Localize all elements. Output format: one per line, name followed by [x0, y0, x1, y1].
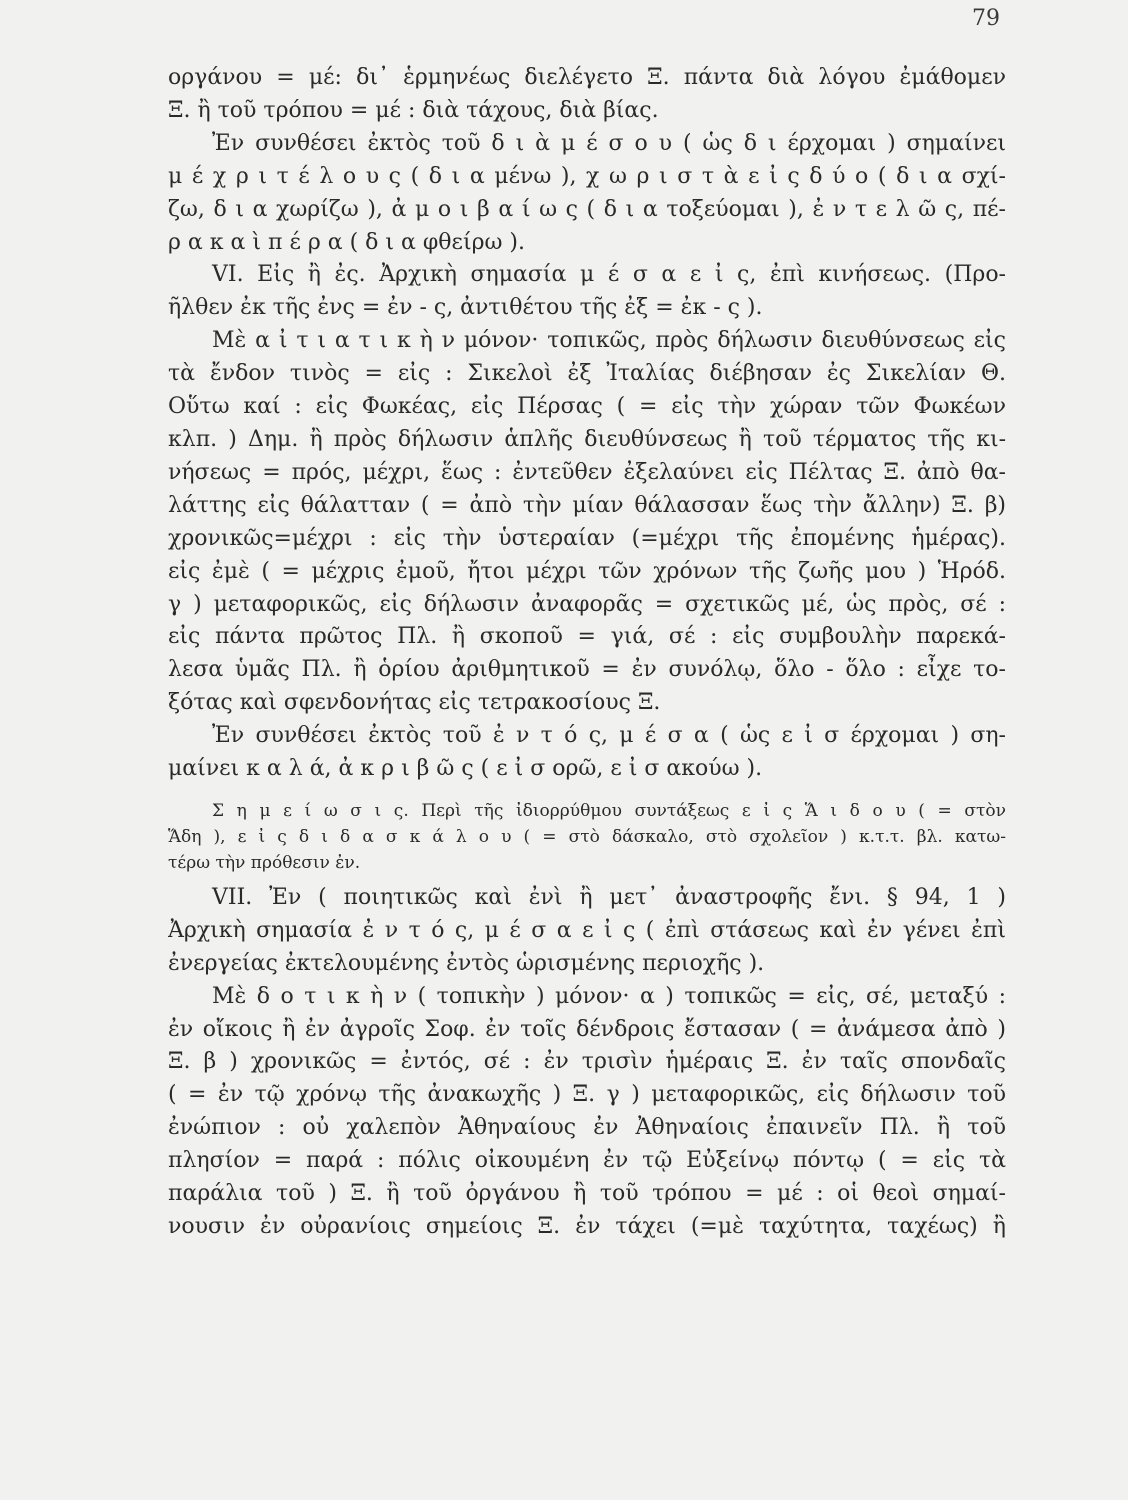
text-line: κλπ. ) Δημ. ἢ πρὸς δήλωσιν ἁπλῆς διευθύνσεως ἢ τοῦ τέρματος τῆς κι-: [168, 426, 1006, 452]
text-line: λάττης εἰς θάλατταν ( = ἀπὸ τὴν μίαν θάλασσαν ἕως τὴν ἄλλην) Ξ. β): [168, 492, 1006, 518]
text-line: ἐνώπιον : οὐ χαλεπὸν Ἀθηναίους ἐν Ἀθηναίοις ἐπαινεῖν Πλ. ἢ τοῦ: [168, 1115, 1006, 1141]
text-line: ζω, δ ι α χωρίζω ), ἀ μ ο ι β α ί ω ς ( δ ι α τοξεύομαι ), ἐ ν τ ε λ ῶ ς, πέ-: [168, 196, 1006, 222]
text-line: Ξ. β ) χρονικῶς = ἐντός, σέ : ἐν τρισὶν ἡμέραις Ξ. ἐν ταῖς σπονδαῖς: [168, 1049, 1006, 1075]
text-line: Οὕτω καί : εἰς Φωκέας, εἰς Πέρσας ( = εἰς τὴν χώραν τῶν Φωκέων: [168, 394, 1006, 420]
text-line: εἰς πάντα πρῶτος Πλ. ἢ σκοποῦ = γιά, σέ : εἰς συμβουλὴν παρεκά-: [168, 624, 1006, 650]
text-line: λεσα ὑμᾶς Πλ. ἢ ὁρίου ἀριθμητικοῦ = ἐν συνόλῳ, ὅλο - ὅλο : εἶχε το-: [168, 657, 1006, 683]
text-line: εἰς ἐμὲ ( = μέχρις ἐμοῦ, ἤτοι μέχρι τῶν χρόνων τῆς ζωῆς μου ) Ἡρόδ.: [168, 558, 1006, 584]
text-line: γ ) μεταφορικῶς, εἰς δήλωσιν ἀναφορᾶς = σχετικῶς μέ, ὡς πρὸς, σέ :: [168, 591, 1006, 617]
note-line: Ἅδη ), ε ἰ ς δ ι δ α σ κ ά λ ο υ ( = στὸ δάσκαλο, στὸ σχολεῖον ) κ.τ.τ. βλ. κατω-: [168, 826, 1006, 847]
footnote: [168, 798, 1006, 876]
text-line: νουσιν ἐν οὐρανίοις σημείοις Ξ. ἐν τάχει (=μὲ ταχύτητα, ταχέως) ἢ: [168, 1214, 1006, 1239]
text-line: μαίνει κ α λ ά, ἀ κ ρ ι β ῶ ς ( ε ἰ σ ορῶ, ε ἰ σ ακούω ).: [168, 756, 763, 782]
text-line: παράλια τοῦ ) Ξ. ἢ τοῦ ὀργάνου ἢ τοῦ τρόπου = μέ : οἱ θεοὶ σημαί-: [168, 1181, 1006, 1207]
text-line: VII. Ἐν ( ποιητικῶς καὶ ἐνὶ ἢ μετ᾽ ἀναστροφῆς ἔνι. § 94, 1 ): [212, 884, 1006, 910]
note-line: Σ η μ ε ί ω σ ι ς. Περὶ τῆς ἰδιορρύθμου συντάξεως ε ἰ ς Ἅ ι δ ο υ ( = στὸν: [212, 800, 1006, 821]
text-line: τὰ ἔνδον τινὸς = εἰς : Σικελοὶ ἐξ Ἰταλίας διέβησαν ἐς Σικελίαν Θ.: [168, 361, 1006, 387]
text-line: ἐν οἴκοις ἢ ἐν ἀγροῖς Σοφ. ἐν τοῖς δένδροις ἔστασαν ( = ἀνάμεσα ἀπὸ ): [168, 1016, 1006, 1042]
text-line: Ἐν συνθέσει ἐκτὸς τοῦ δ ι ὰ μ έ σ ο υ ( ὡς δ ι έρχομαι ) σημαίνει: [212, 130, 1006, 156]
page-number: 79: [972, 6, 1000, 31]
text-line: οργάνου = μέ: δι᾽ ἑρμηνέως διελέγετο Ξ. πάντα διὰ λόγου ἐμάθομεν: [168, 65, 1006, 90]
text-line: ξότας καὶ σφενδονήτας εἰς τετρακοσίους Ξ.: [168, 690, 661, 716]
text-line: χρονικῶς=μέχρι : εἰς τὴν ὑστεραίαν (=μέχρι τῆς ἐπομένης ἡμέρας).: [168, 525, 1006, 551]
text-line: Ξ. ἢ τοῦ τρόπου = μέ : διὰ τάχους, διὰ βίας.: [168, 97, 659, 123]
text-line: Ἀρχικὴ σημασία ἐ ν τ ό ς, μ έ σ α ε ἰ ς ( ἐπὶ στάσεως καὶ ἐν γένει ἐπὶ: [168, 917, 1006, 943]
page-text: [168, 62, 1006, 1244]
text-line: ( = ἐν τῷ χρόνῳ τῆς ἀνακωχῆς ) Ξ. γ ) μεταφορικῶς, εἰς δήλωσιν τοῦ: [168, 1082, 1006, 1108]
text-line: ῆλθεν ἐκ τῆς ἐνς = ἐν - ς, ἀντιθέτου τῆς ἐξ = ἐκ - ς ).: [168, 295, 763, 321]
text-line: Ἐν συνθέσει ἐκτὸς τοῦ ἐ ν τ ό ς, μ έ σ α ( ὡς ε ἰ σ έρχομαι ) ση-: [212, 723, 1006, 749]
note-line: τέρω τὴν πρόθεσιν ἐν.: [168, 852, 361, 873]
text-line: Μὲ α ἰ τ ι α τ ι κ ὴ ν μόνον· τοπικῶς, πρὸς δήλωσιν διευθύνσεως εἰς: [212, 328, 1006, 354]
text-line: Μὲ δ ο τ ι κ ὴ ν ( τοπικὴν ) μόνον· α ) τοπικῶς = εἰς, σέ, μεταξύ :: [212, 983, 1006, 1009]
text-line: πλησίον = παρά : πόλις οἰκουμένη ἐν τῷ Εὐξείνῳ πόντῳ ( = εἰς τὰ: [168, 1148, 1006, 1174]
text-line: μ έ χ ρ ι τ έ λ ο υ ς ( δ ι α μένω ), χ ω ρ ι σ τ ὰ ε ἰ ς δ ύ ο ( δ ι α σχί-: [168, 163, 1006, 189]
text-line: ρ α κ α ὶ π έ ρ α ( δ ι α φθείρω ).: [168, 229, 526, 255]
text-line: νήσεως = πρός, μέχρι, ἕως : ἐντεῦθεν ἐξελαύνει εἰς Πέλτας Ξ. ἀπὸ θα-: [168, 459, 1006, 485]
text-line: VI. Εἰς ἢ ἐς. Ἀρχικὴ σημασία μ έ σ α ε ἰ ς, ἐπὶ κινήσεως. (Προ-: [212, 262, 1006, 288]
text-line: ἐνεργείας ἐκτελουμένης ἐντὸς ὡρισμένης περιοχῆς ).: [168, 950, 765, 976]
